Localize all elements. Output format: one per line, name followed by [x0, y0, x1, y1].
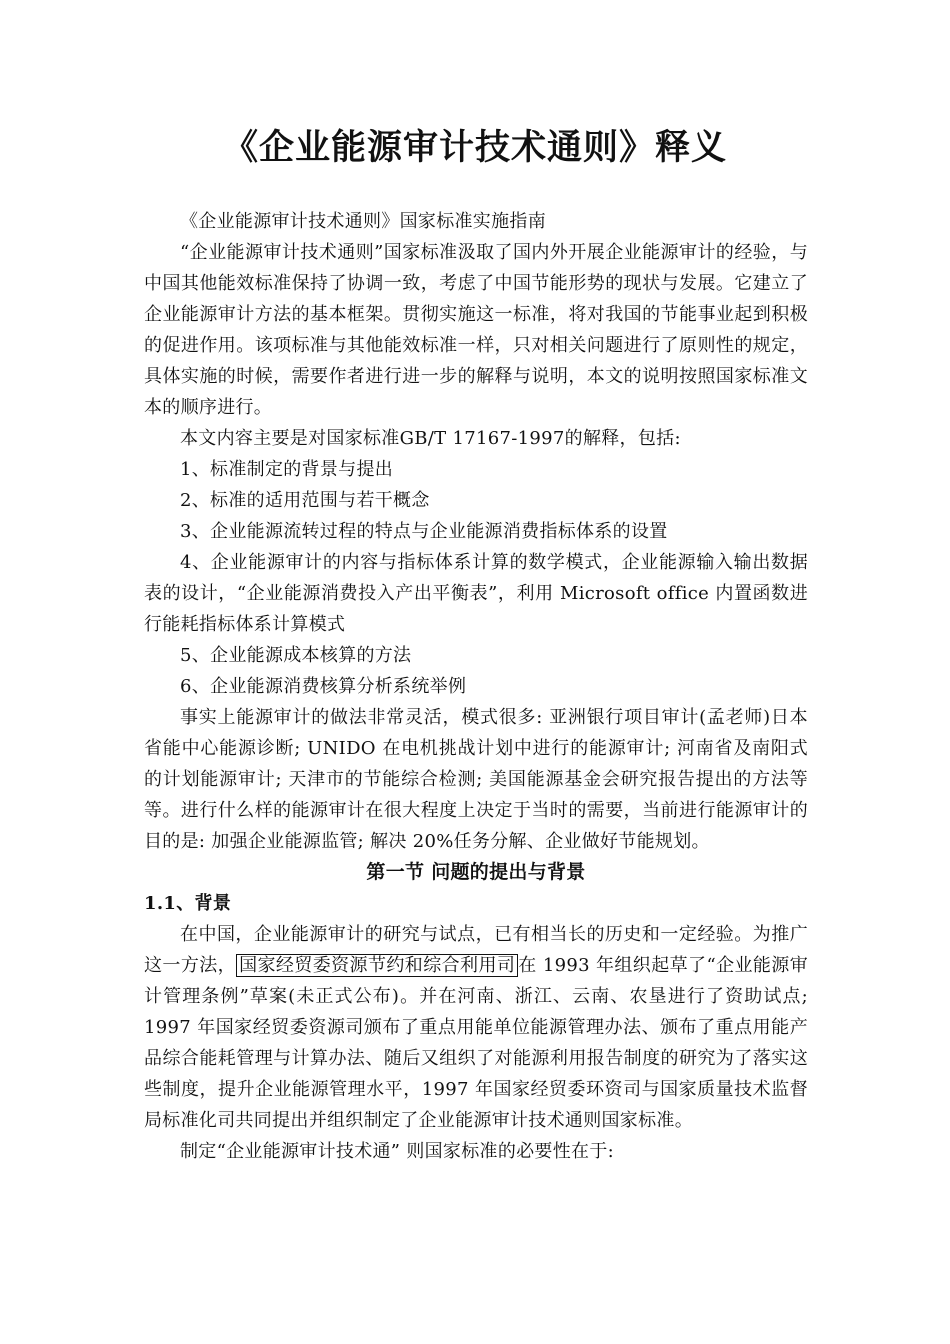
- intro-paragraph-3: 事实上能源审计的做法非常灵活，模式很多: 亚洲银行项目审计(孟老师)日本省能中心能源诊断; UNIDO 在电机挑战计划中进行的能源审计; 河南省及南阳式的计划能源审计; 天津市的节能综合检测; 美国能源基金会研究报告提出的方法等等。进行什么样的能源审计在很大程度上决定于当时的需要，当前进行能源审计的目的是: 加强企业能源监管; 解决 20%任务分解、企业做好节能规划。: [144, 707, 808, 852]
- section-paragraph-1: [144, 919, 808, 1136]
- intro-subtitle: 《企业能源审计技术通则》国家标准实施指南: [180, 211, 546, 232]
- list-item-6: 6、企业能源消费核算分析系统举例: [180, 676, 467, 697]
- subsection-heading: 1.1、背景: [144, 893, 232, 914]
- boxed-organization-name: 国家经贸委资源节约和综合利用司: [236, 954, 518, 977]
- list-item-3: 3、企业能源流转过程的特点与企业能源消费指标体系的设置: [180, 521, 668, 542]
- list-item-1: 1、标准制定的背景与提出: [180, 459, 394, 480]
- paragraph-text-before: 在中国，企业能源审计的研究与试点，已有相当长的历史和一定经验。为推广这一方法，: [144, 924, 808, 976]
- list-item-2: 2、标准的适用范围与若干概念: [180, 490, 430, 511]
- intro-paragraph-1: “企业能源审计技术通则”国家标准汲取了国内外开展企业能源审计的经验，与中国其他能效标准保持了协调一致，考虑了中国节能形势的现状与发展。它建立了企业能源审计方法的基本框架。贯彻实施这一标准，将对我国的节能事业起到积极的促进作用。该项标准与其他能效标准一样，只对相关问题进行了原则性的规定，具体实施的时候，需要作者进行进一步的解释与说明，本文的说明按照国家标准文本的顺序进行。: [144, 242, 808, 418]
- intro-paragraph-2: 本文内容主要是对国家标准GB/T 17167-1997的解释，包括:: [180, 428, 681, 449]
- document-body: [144, 206, 808, 1167]
- list-item-5: 5、企业能源成本核算的方法: [180, 645, 412, 666]
- paragraph-text-after: 在 1993 年组织起草了“企业能源审计管理条例”草案(未正式公布)。并在河南、浙江、云南、农垦进行了资助试点; 1997 年国家经贸委资源司颁布了重点用能单位能源管理办法、颁布了重点用能产品综合能耗管理与计算办法、随后又组织了对能源利用报告制度的研究为了落实这些制度，提升企业能源管理水平，1997 年国家经贸委环资司与国家质量技术监督局标准化司共同提出并组织制定了企业能源审计技术通则国家标准。: [144, 955, 809, 1131]
- list-item-4: 4、企业能源审计的内容与指标体系计算的数学模式，企业能源输入输出数据表的设计，“企业能源消费投入产出平衡表”，利用 Microsoft office 内置函数进行能耗指标体系计算模式: [144, 552, 808, 635]
- section-heading: 第一节 问题的提出与背景: [366, 861, 586, 883]
- section-paragraph-2: 制定“企业能源审计技术通” 则国家标准的必要性在于:: [180, 1141, 614, 1162]
- document-title: 《企业能源审计技术通则》释义: [222, 127, 727, 168]
